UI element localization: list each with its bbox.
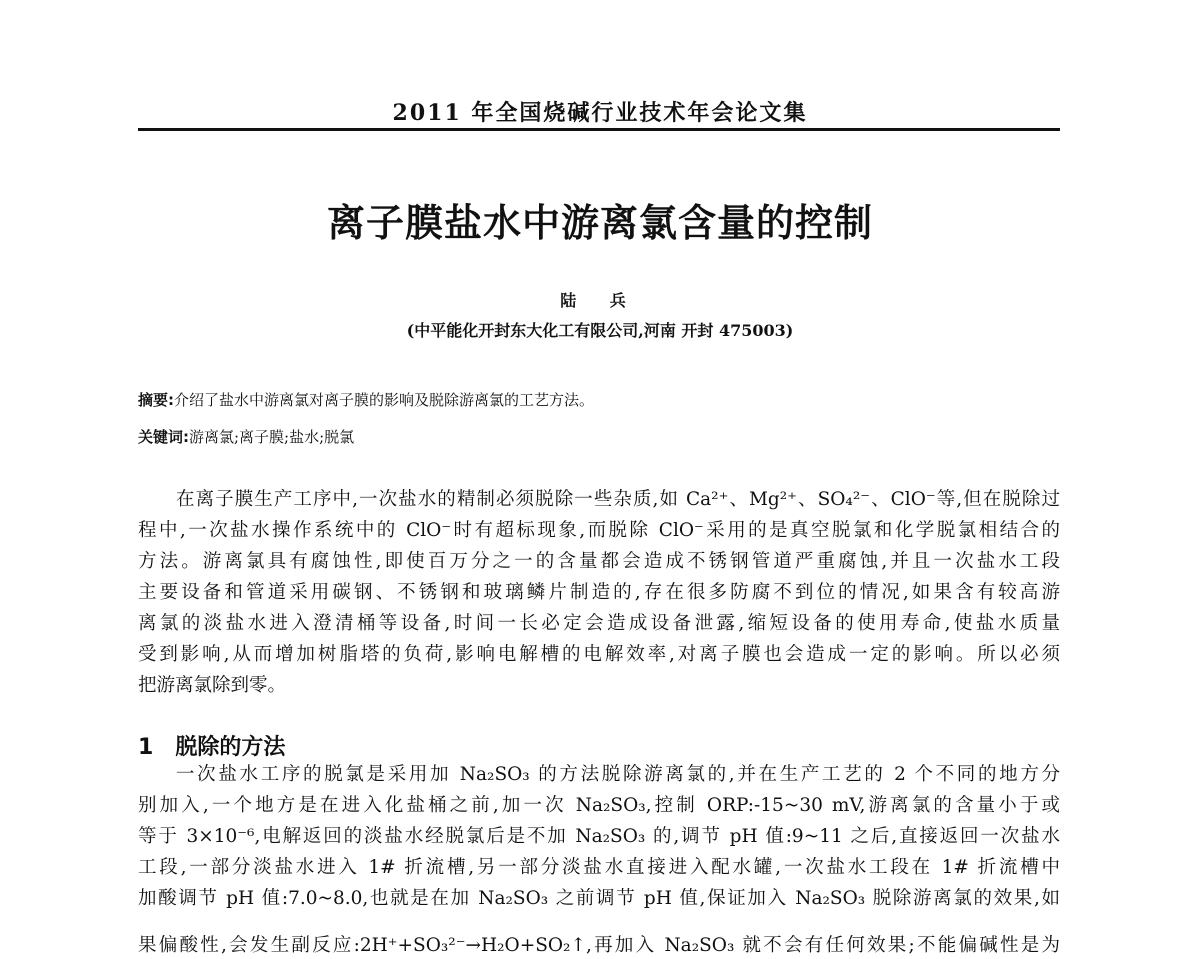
body-line: 一次盐水工序的脱氯是采用加 Na₂SO₃ 的方法脱除游离氯的,并在生产工艺的 2 个不同的地方分: [176, 764, 1060, 785]
body-line: 离氯的淡盐水进入澄清桶等设备,时间一长必定会造成设备泄露,缩短设备的使用寿命,使盐水质量: [138, 613, 1060, 634]
body-line: 程中,一次盐水操作系统中的 ClO⁻时有超标现象,而脱除 ClO⁻采用的是真空脱氯和化学脱氯相结合的: [138, 520, 1060, 541]
section-heading: [138, 730, 285, 761]
article-title: 离子膜盐水中游离氯含量的控制: [326, 201, 873, 245]
header-rule: [138, 128, 1060, 131]
keywords-text: 游离氯;离子膜;盐水;脱氯: [189, 428, 355, 446]
body-line: 别加入,一个地方是在进入化盐桶之前,加一次 Na₂SO₃,控制 ORP:-15~30 mV,游离氯的含量小于或: [138, 795, 1060, 816]
body-line: 等于 3×10⁻⁶,电解返回的淡盐水经脱氯后是不加 Na₂SO₃ 的,调节 pH 值:9~11 之后,直接返回一次盐水: [138, 826, 1060, 847]
abstract-label: 摘要:: [138, 391, 174, 409]
body-line: 方法。游离氯具有腐蚀性,即使百万分之一的含量都会造成不锈钢管道严重腐蚀,并且一次盐水工段: [138, 551, 1060, 572]
section-number: 1: [138, 735, 154, 760]
section-title: 脱除的方法: [175, 735, 286, 760]
keywords: [138, 426, 354, 447]
body-line: 受到影响,从而增加树脂塔的负荷,影响电解槽的电解效率,对离子膜也会造成一定的影响。所以必须: [138, 644, 1060, 665]
keywords-label: 关键词:: [138, 428, 189, 446]
affiliation: (中平能化开封东大化工有限公司,河南 开封 475003): [406, 321, 794, 340]
body-line: 工段,一部分淡盐水进入 1# 折流槽,另一部分淡盐水直接进入配水罐,一次盐水工段在 1# 折流槽中: [138, 857, 1060, 878]
abstract: [138, 389, 594, 410]
body-line: 主要设备和管道采用碳钢、不锈钢和玻璃鳞片制造的,存在很多防腐不到位的情况,如果含有较高游: [138, 582, 1060, 603]
body-line: 把游离氯除到零。: [138, 675, 287, 696]
author: 陆 兵: [560, 291, 640, 310]
body-line: 果偏酸性,会发生副反应:2H⁺+SO₃²⁻→H₂O+SO₂↑,再加入 Na₂SO₃ 就不会有任何效果;不能偏碱性是为: [138, 935, 1060, 956]
body-line: 在离子膜生产工序中,一次盐水的精制必须脱除一些杂质,如 Ca²⁺、Mg²⁺、SO₄²⁻、ClO⁻等,但在脱除过: [176, 489, 1060, 510]
running-header: 2011 年全国烧碱行业技术年会论文集: [392, 100, 808, 126]
body-line: 加酸调节 pH 值:7.0~8.0,也就是在加 Na₂SO₃ 之前调节 pH 值,保证加入 Na₂SO₃ 脱除游离氯的效果,如: [138, 888, 1060, 909]
abstract-text: 介绍了盐水中游离氯对离子膜的影响及脱除游离氯的工艺方法。: [174, 391, 595, 409]
